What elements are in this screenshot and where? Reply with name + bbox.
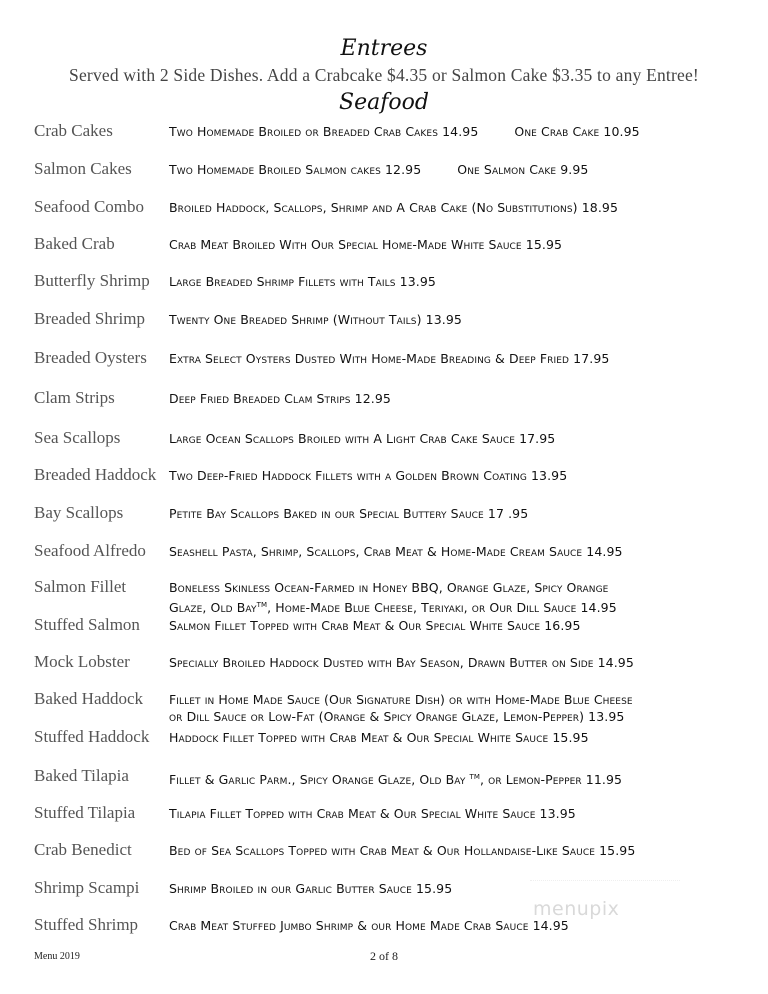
item-name: Baked Haddock [34,689,144,708]
footer-menu-year: Menu 2019 [34,951,80,962]
item-name: Stuffed Shrimp [34,915,139,934]
item-name: Stuffed Salmon [34,615,140,634]
item-description: Extra Select Oysters Dusted With Home-Made Breading & Deep Fried 17.95 [169,351,610,366]
item-description: Crab Meat Stuffed Jumbo Shrimp & our Home Made Crab Sauce 14.95 [169,918,569,933]
item-name: Stuffed Tilapia [34,803,136,822]
item-description: Seashell Pasta, Shrimp, Scallops, Crab Meat & Home-Made Cream Sauce 14.95 [169,544,623,559]
item-name: Baked Tilapia [34,766,129,785]
item-name: Salmon Cakes [34,159,132,178]
page-number: 2 of 8 [370,949,398,963]
item-name: Mock Lobster [34,652,130,671]
item-name: Shrimp Scampi [34,878,140,897]
item-description: Haddock Fillet Topped with Crab Meat & Our Special White Sauce 15.95 [169,730,589,745]
item-description: Broiled Haddock, Scallops, Shrimp and A Crab Cake (No Substitutions) 18.95 [169,200,619,215]
item-description-line2: Glaze, Old Bay™, Home-Made Blue Cheese, Teriyaki, or Our Dill Sauce 14.95 [169,600,617,616]
item-description: Specially Broiled Haddock Dusted with Bay Season, Drawn Butter on Side 14.95 [169,655,634,670]
item-description-line2: or Dill Sauce or Low-Fat (Orange & Spicy Orange Glaze, Lemon-Pepper) 13.95 [169,709,625,724]
category-title: Seafood [339,90,429,115]
item-description: Boneless Skinless Ocean-Farmed in Honey BBQ, Orange Glaze, Spicy Orange [169,580,609,595]
watermark-faint-line [530,880,680,891]
trademark: TM [469,773,481,781]
item-description: Bed of Sea Scallops Topped with Crab Meat & Our Hollandaise-Like Sauce 15.95 [169,843,636,858]
subtitle: Served with 2 Side Dishes. Add a Crabcake $4.35 or Salmon Cake $3.35 to any Entree! [69,65,699,85]
item-name: Stuffed Haddock [34,727,150,746]
item-description: Fillet & Garlic Parm., Spicy Orange Glaze, Old Bay ™, or Lemon-Pepper 11.95 [169,772,623,788]
item-description: Fillet in Home Made Sauce (Our Signature Dish) or with Home-Made Blue Cheese [169,692,633,707]
item-name: Seafood Alfredo [34,541,146,560]
item-description: Shrimp Broiled in our Garlic Butter Sauce 15.95 [169,881,453,896]
item-description: Petite Bay Scallops Baked in our Special Buttery Sauce 17 .95 [169,506,529,521]
item-name: Crab Benedict [34,840,132,859]
item-description: Deep Fried Breaded Clam Strips 12.95 [169,391,391,406]
item-description: Two Homemade Broiled Salmon cakes 12.95 One Salmon Cake 9.95 [169,162,589,177]
trademark: TM [256,601,268,609]
item-description: Two Deep-Fried Haddock Fillets with a Golden Brown Coating 13.95 [169,468,568,483]
item-extra: One Crab Cake 10.95 [514,124,640,139]
item-name: Clam Strips [34,388,115,407]
item-name: Sea Scallops [34,428,121,447]
item-name: Salmon Fillet [34,577,127,596]
item-description: Salmon Fillet Topped with Crab Meat & Our Special White Sauce 16.95 [169,618,581,633]
item-description: Tilapia Fillet Topped with Crab Meat & Our Special White Sauce 13.95 [169,806,576,821]
item-description: Two Homemade Broiled or Breaded Crab Cakes 14.95 One Crab Cake 10.95 [169,124,640,139]
section-title: Entrees [340,36,428,61]
item-name: Butterfly Shrimp [34,271,150,290]
item-extra: One Salmon Cake 9.95 [457,162,589,177]
watermark: menupix [533,898,620,920]
item-description: Twenty One Breaded Shrimp (Without Tails) 13.95 [169,312,462,327]
item-name: Breaded Oysters [34,348,147,367]
item-name: Seafood Combo [34,197,145,216]
item-name: Breaded Shrimp [34,309,145,328]
item-name: Breaded Haddock [34,465,157,484]
item-name: Crab Cakes [34,121,113,140]
item-description: Crab Meat Broiled With Our Special Home-Made White Sauce 15.95 [169,237,563,252]
item-name: Baked Crab [34,234,115,253]
item-description: Large Ocean Scallops Broiled with A Light Crab Cake Sauce 17.95 [169,431,556,446]
item-name: Bay Scallops [34,503,124,522]
item-description: Large Breaded Shrimp Fillets with Tails 13.95 [169,274,436,289]
